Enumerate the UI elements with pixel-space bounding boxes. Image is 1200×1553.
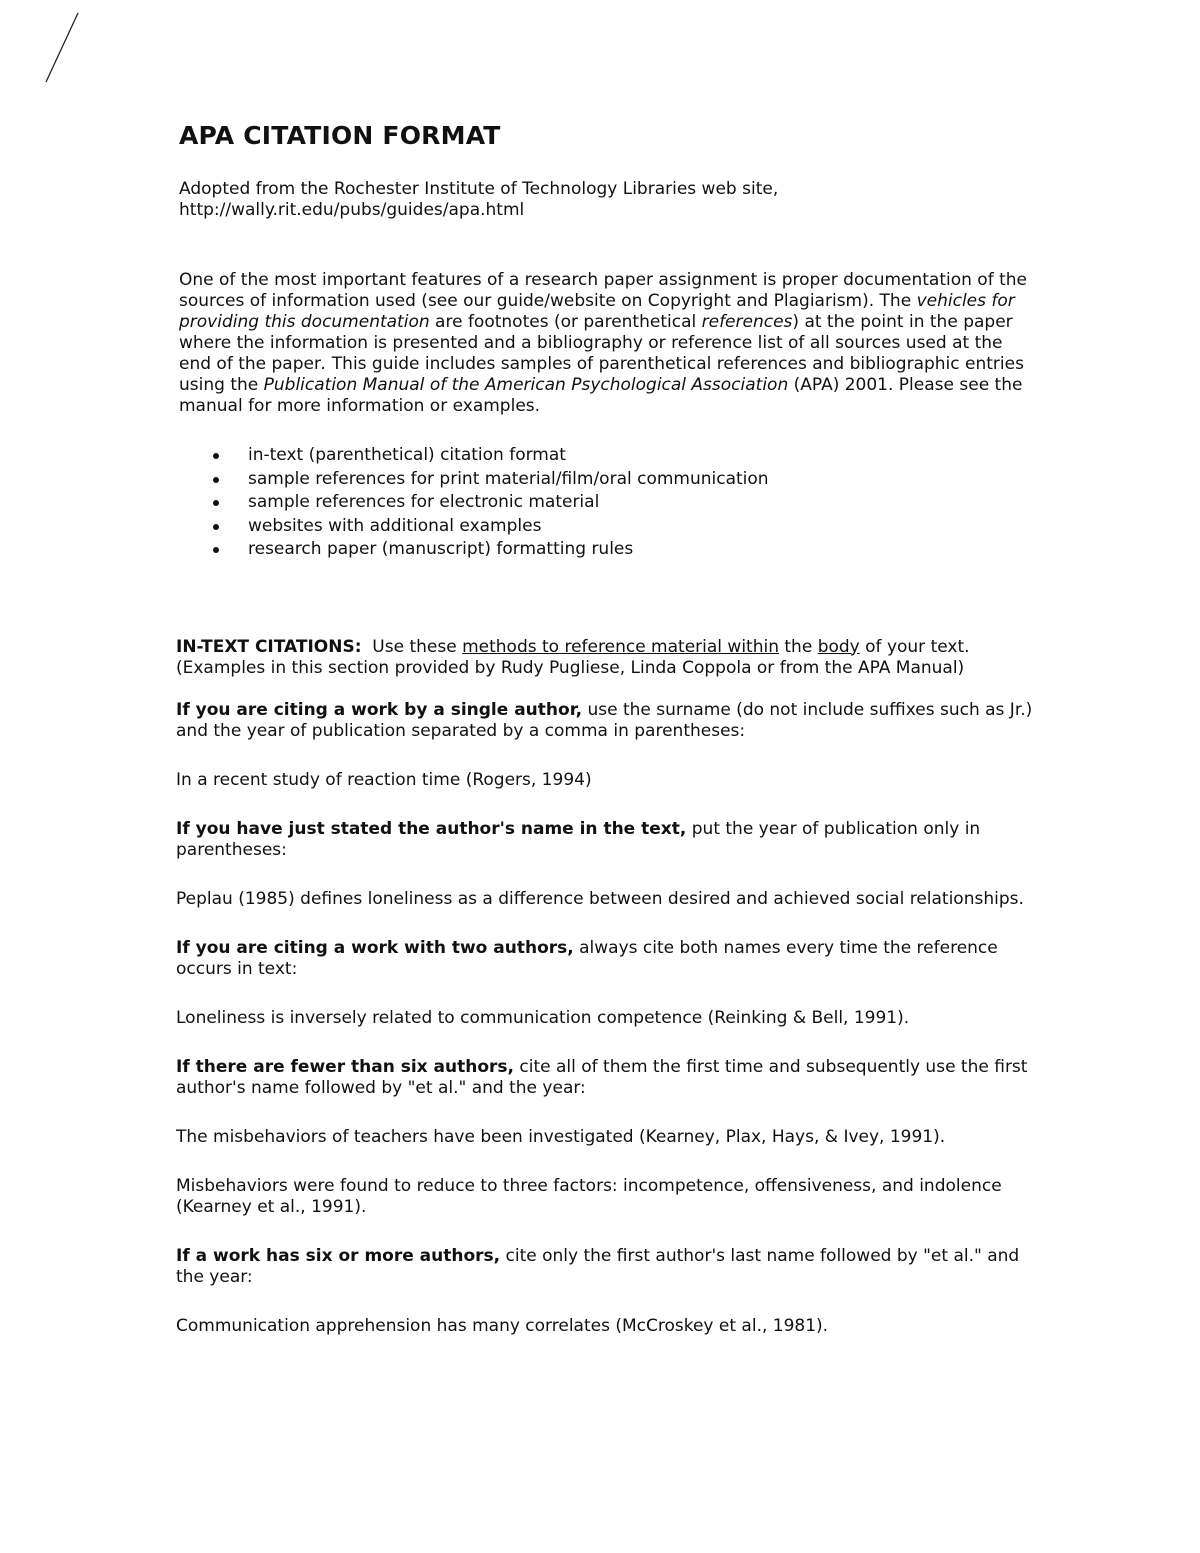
section-heading: IN-TEXT CITATIONS: <box>176 636 362 657</box>
rule-block <box>176 1057 1036 1218</box>
rule-heading: If you have just stated the author's name in the text, <box>176 818 687 839</box>
rule-block <box>176 938 1036 1029</box>
citation-example: The misbehaviors of teachers have been investigated (Kearney, Plax, Hays, & Ivey, 1991). <box>176 1126 946 1147</box>
rule-body: always cite both names every time the reference occurs in text: <box>176 937 998 979</box>
document-page <box>176 120 1036 1337</box>
citation-example: Communication apprehension has many correlates (McCroskey et al., 1981). <box>176 1315 829 1336</box>
bullet-icon <box>213 547 219 553</box>
lead-text: the <box>778 636 818 657</box>
bullet-icon <box>213 477 219 483</box>
citation-example: Peplau (1985) defines loneliness as a difference between desired and achieved social relationships. <box>176 888 1024 909</box>
list-item <box>176 468 1036 492</box>
citation-example: Misbehaviors were found to reduce to three factors: incompetence, offensiveness, and indolence (Kearney et al., 1991). <box>176 1175 1002 1217</box>
intro-text-italic: . <box>320 354 327 374</box>
rule-heading: If you are citing a work by a single author, <box>176 699 583 720</box>
topic-list <box>176 444 1036 562</box>
rule-block <box>176 700 1036 791</box>
rule-text <box>176 938 1036 980</box>
rule-text <box>176 819 1036 861</box>
rule-text <box>176 700 1036 742</box>
list-item-label: in-text (parenthetical) citation format <box>248 445 566 465</box>
lead-text: Use these <box>361 636 463 657</box>
list-item <box>176 538 1036 562</box>
rule-body: put the year of publication only in parentheses: <box>176 818 981 860</box>
intro-text: One of the most important features of a research paper assignment is proper documentation of the sources of information used (see our guide/website on Copyright and Plagiarism). The <box>179 270 1027 311</box>
pen-stroke-mark <box>40 10 90 85</box>
rule-block <box>176 819 1036 910</box>
page-title: APA CITATION FORMAT <box>179 121 501 150</box>
in-text-section <box>176 637 1036 1337</box>
list-item-label: sample references for print material/film/oral communication <box>248 468 769 489</box>
lead-text-underlined: body <box>817 636 860 657</box>
rule-body: cite only the first author's last name followed by "et al." and the year: <box>176 1245 1020 1287</box>
intro-text-italic: vehicles for providing this documentation <box>179 291 1015 332</box>
intro-paragraph <box>179 270 1036 417</box>
rule-block <box>176 1246 1036 1337</box>
list-item <box>176 444 1036 468</box>
intro-text: ) at the point in the paper where the information is presented and a bibliography or reference list of all sources used at the end of the paper <box>179 312 1013 374</box>
list-item-label: sample references for electronic material <box>248 492 600 512</box>
bullet-icon <box>213 500 219 506</box>
list-item <box>176 491 1036 515</box>
source-url: http://wally.rit.edu/pubs/guides/apa.html <box>179 200 525 220</box>
rule-body: cite all of them the first time and subsequently use the first author's name followed by "et al." and the year: <box>176 1056 1028 1098</box>
bullet-icon <box>213 524 219 530</box>
intro-text: (APA) 2001. Please see the manual for more information or examples. <box>179 375 1023 416</box>
rule-body: use the surname (do not include suffixes such as Jr.) and the year of publication separated by a comma in parentheses: <box>176 699 1033 741</box>
lead-text: of your text. <box>859 636 970 657</box>
intro-text: are footnotes (or parenthetical <box>429 312 702 332</box>
intro-text: This guide includes samples of parenthetical references and bibliographic entries using the <box>179 354 1024 395</box>
in-text-credit: (Examples in this section provided by Rudy Pugliese, Linda Coppola or from the APA Manual) <box>176 657 965 678</box>
rule-text <box>176 1246 1036 1288</box>
citation-example: Loneliness is inversely related to communication competence (Reinking & Bell, 1991). <box>176 1007 910 1028</box>
list-item-label: websites with additional examples <box>248 515 542 536</box>
bullet-icon <box>213 453 219 459</box>
list-item <box>176 515 1036 539</box>
citation-example: In a recent study of reaction time (Rogers, 1994) <box>176 769 592 790</box>
rule-heading: If there are fewer than six authors, <box>176 1056 514 1077</box>
manual-title: Publication Manual of the American Psychological Association <box>263 375 789 395</box>
lead-text-underlined: methods to reference material within <box>462 636 779 657</box>
intro-text-italic: references <box>701 312 793 332</box>
source-note <box>179 179 1036 221</box>
rule-heading: If you are citing a work with two authors, <box>176 937 574 958</box>
in-text-lead <box>176 637 1036 658</box>
rule-heading: If a work has six or more authors, <box>176 1245 501 1266</box>
list-item-label: research paper (manuscript) formatting rules <box>248 539 634 559</box>
source-line: Adopted from the Rochester Institute of Technology Libraries web site, <box>179 179 779 199</box>
rule-text <box>176 1057 1036 1099</box>
